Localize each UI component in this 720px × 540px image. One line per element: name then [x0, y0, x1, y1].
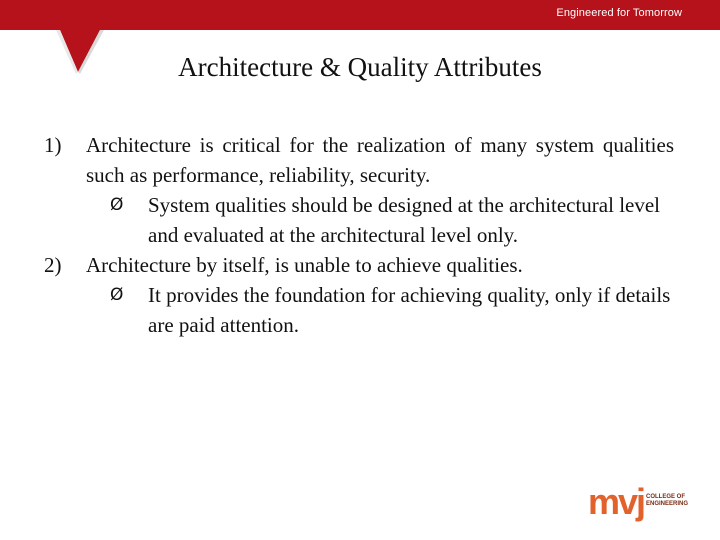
logo-mark: mvj: [588, 481, 645, 522]
list-item: [44, 130, 674, 190]
sub-list-item: [44, 190, 674, 250]
sub-list-item: [44, 280, 674, 340]
sub-item-text: It provides the foundation for achieving quality, only if details are paid attention.: [148, 283, 671, 337]
sub-item-text: System qualities should be designed at the architectural level and evaluated at the architectural level only.: [148, 193, 661, 247]
slide-title: Architecture & Quality Attributes: [178, 52, 542, 82]
item-number: 1): [44, 133, 62, 157]
item-text: Architecture is critical for the realization of many system qualities such as performance, reliability, security.: [86, 133, 674, 187]
item-text: Architecture by itself, is unable to achieve qualities.: [86, 253, 523, 277]
slide-body: [44, 130, 674, 340]
tagline: Engineered for Tomorrow: [556, 7, 682, 19]
college-logo: [588, 481, 708, 528]
logo-text: COLLEGE OF ENGINEERING: [646, 494, 689, 507]
arrow-bullet-icon: Ø: [110, 285, 124, 305]
list-item: [44, 250, 674, 280]
item-number: 2): [44, 253, 62, 277]
arrow-bullet-icon: Ø: [110, 195, 124, 215]
